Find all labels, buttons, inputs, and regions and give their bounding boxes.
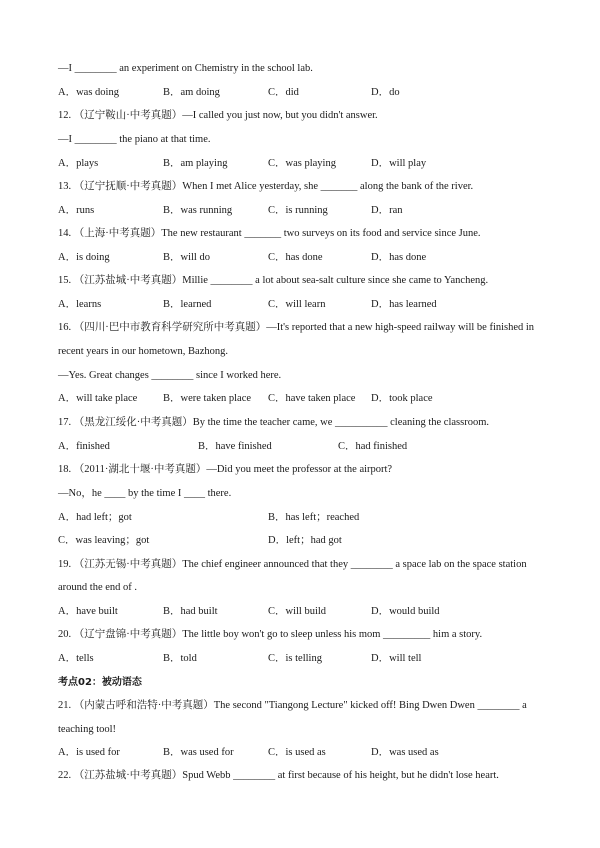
question-17-stem: 17. （黑龙江绥化·中考真题）By the time the teacher came, we __________ cleaning the classroom.	[58, 417, 489, 428]
option-a: A．tells	[58, 653, 94, 664]
option-c: C．will learn	[268, 299, 326, 310]
option-b: B．was used for	[163, 747, 234, 758]
option-a: A．have built	[58, 606, 118, 617]
question-15-stem: 15. （江苏盐城·中考真题）Millie ________ a lot about sea-salt culture since she came to Yancheng.	[58, 275, 489, 286]
question-15-options	[58, 298, 560, 312]
question-16-stem: 16. （四川·巴中市教育科学研究所中考真题）—It's reported that a new high-speed railway will be finished in	[58, 322, 535, 333]
question-11-stem: —I ________ an experiment on Chemistry in the school lab.	[58, 63, 313, 74]
option-d: D．has done	[371, 252, 427, 263]
option-a: A．had left；got	[58, 512, 132, 523]
section-heading: 考点02：被动语态	[58, 677, 142, 688]
option-a: A．was doing	[58, 87, 119, 98]
option-c: C．will build	[268, 606, 327, 617]
option-c: C．is telling	[268, 653, 322, 664]
question-20-stem: 20. （辽宁盘锦·中考真题）The little boy won't go to sleep unless his mom _________ him a story.	[58, 629, 483, 640]
question-18-options-row2	[58, 534, 560, 548]
option-b: B．was running	[163, 205, 233, 216]
question-13-stem: 13. （辽宁抚顺·中考真题）When I met Alice yesterday, she _______ along the bank of the river.	[58, 181, 474, 192]
option-d: D．do	[371, 87, 400, 98]
option-a: A．will take place	[58, 393, 138, 404]
question-21-stem-cont: teaching tool!	[58, 724, 117, 735]
option-d: D．left；had got	[268, 535, 342, 546]
option-d: D．was used as	[371, 747, 439, 758]
option-b: B．told	[163, 653, 197, 664]
question-21-options	[58, 746, 560, 760]
option-a: A．finished	[58, 441, 110, 452]
option-d: D．would build	[371, 606, 440, 617]
option-a: A．learns	[58, 299, 102, 310]
option-c: C．was leaving；got	[58, 535, 150, 546]
option-a: A．is doing	[58, 252, 110, 263]
option-c: C．is running	[268, 205, 328, 216]
option-b: B．have finished	[198, 441, 272, 452]
option-a: A．is used for	[58, 747, 120, 758]
question-18-reply: —No，he ____ by the time I ____ there.	[58, 488, 232, 499]
question-19-stem: 19. （江苏无锡·中考真题）The chief engineer announced that they ________ a space lab on the space station	[58, 559, 527, 570]
question-18-options-row1	[58, 511, 560, 525]
question-19-stem-cont: around the end of .	[58, 582, 138, 593]
question-16-stem-cont: recent years in our hometown, Bazhong.	[58, 346, 228, 357]
question-16-options	[58, 392, 560, 406]
option-c: C．have taken place	[268, 393, 356, 404]
option-b: B．has left；reached	[268, 512, 360, 523]
question-19-options	[58, 605, 560, 619]
option-c: C．had finished	[338, 441, 408, 452]
question-18-stem: 18. （2011·湖北十堰·中考真题）—Did you meet the professor at the airport?	[58, 464, 393, 475]
option-c: C．did	[268, 87, 299, 98]
question-21-stem: 21. （内蒙古呼和浩特·中考真题）The second "Tiangong Lecture" kicked off! Bing Dwen Dwen ________ a	[58, 700, 527, 711]
question-14-stem: 14. （上海·中考真题）The new restaurant _______ two surveys on its food and service since June.	[58, 228, 481, 239]
question-12-stem: 12. （辽宁鞍山·中考真题）—I called you just now, but you didn't answer.	[58, 110, 378, 121]
option-b: B．will do	[163, 252, 210, 263]
option-d: D．will tell	[371, 653, 422, 664]
question-16-reply: —Yes. Great changes ________ since I worked here.	[58, 370, 282, 381]
question-22-stem: 22. （江苏盐城·中考真题）Spud Webb ________ at first because of his height, but he didn't lose heart.	[58, 770, 499, 781]
option-c: C．is used as	[268, 747, 326, 758]
option-c: C．was playing	[268, 158, 336, 169]
question-14-options	[58, 251, 560, 265]
option-d: D．took place	[371, 393, 433, 404]
question-17-options	[58, 440, 560, 454]
option-a: A．runs	[58, 205, 95, 216]
option-a: A．plays	[58, 158, 99, 169]
option-d: D．ran	[371, 205, 403, 216]
option-d: D．has learned	[371, 299, 437, 310]
option-b: B．were taken place	[163, 393, 252, 404]
option-b: B．had built	[163, 606, 218, 617]
question-12-options	[58, 157, 560, 171]
question-20-options	[58, 652, 560, 666]
question-11-options	[58, 86, 560, 100]
option-d: D．will play	[371, 158, 427, 169]
option-b: B．am playing	[163, 158, 228, 169]
option-b: B．learned	[163, 299, 212, 310]
option-b: B．am doing	[163, 87, 220, 98]
option-c: C．has done	[268, 252, 323, 263]
question-12-reply: —I ________ the piano at that time.	[58, 134, 211, 145]
question-13-options	[58, 204, 560, 218]
